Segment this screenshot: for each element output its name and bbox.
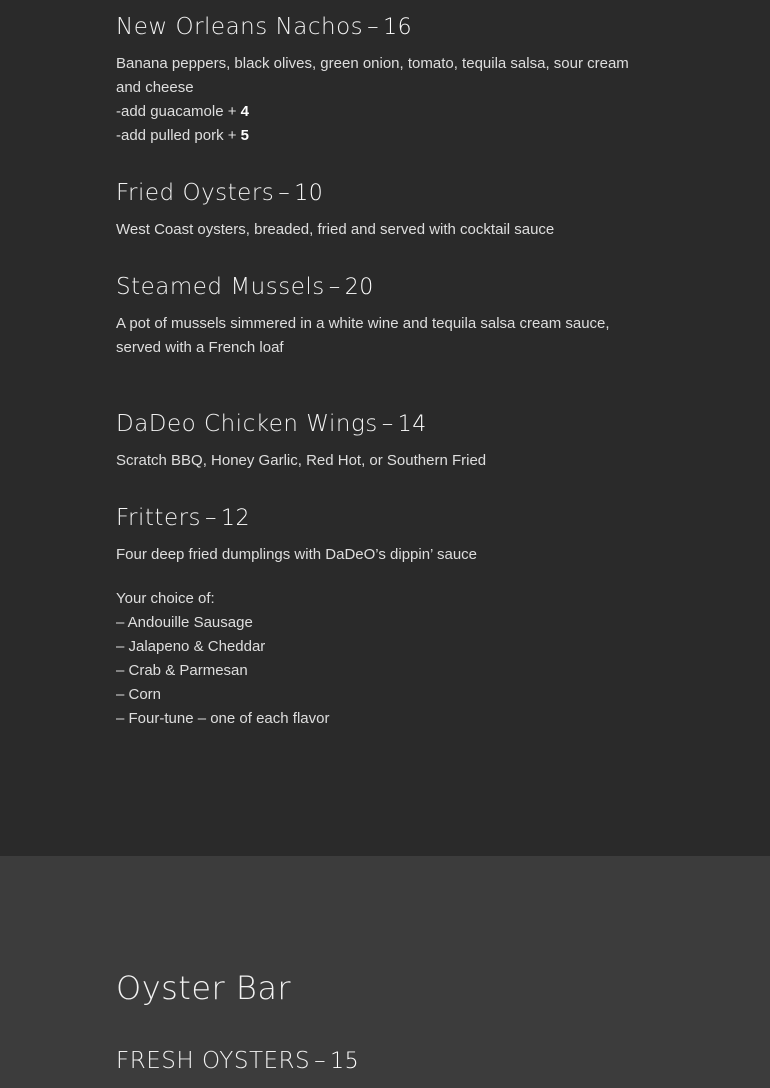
item-price: 16 [383,15,413,40]
oyster-bar-header [116,968,646,1008]
item-name: Steamed Mussels [116,274,325,300]
choice-item: – Four-tune – one of each flavor [116,710,330,727]
item-name: FRESH OYSTERS [116,1048,311,1074]
section-title: Oyster Bar [116,969,292,1007]
item-description: A pot of mussels simmered in a white wine and tequila salsa cream sauce, served with a French loaf [116,315,610,356]
addon-guacamole [116,100,646,124]
item-name: New Orleans Nachos [116,14,364,40]
item-title [116,272,646,303]
item-price: 15 [330,1049,360,1074]
item-separator: – [328,274,341,300]
item-separator: – [367,14,380,40]
item-description: West Coast oysters, breaded, fried and served with cocktail sauce [116,221,555,238]
item-title [116,409,646,440]
item-price: 14 [397,412,427,437]
menu-item-fritters [116,503,646,731]
menu-item-fresh-oysters [116,1046,646,1077]
item-name: DaDeo Chicken Wings [116,411,378,437]
item-name: Fritters [116,505,202,531]
item-description: Scratch BBQ, Honey Garlic, Red Hot, or Southern Fried [116,452,487,469]
item-separator: – [278,180,291,206]
menu-item-chicken-wings [116,409,646,473]
item-price: 20 [344,275,374,300]
menu-item-fried-oysters [116,178,646,242]
addon-price: 5 [240,127,250,144]
item-description: Banana peppers, black olives, green onion, tomato, tequila salsa, sour cream and cheese [116,55,629,96]
menu-item-nachos [116,12,646,148]
menu-item-steamed-mussels [116,272,646,360]
item-title [116,1046,646,1077]
addon-pulled-pork [116,124,646,148]
addon-label: -add pulled pork + [116,127,241,144]
choice-item: – Andouille Sausage [116,614,253,631]
item-title [116,178,646,209]
item-separator: – [381,411,394,437]
addon-price: 4 [240,103,250,120]
choice-heading: Your choice of: [116,590,215,607]
item-description: Four deep fried dumplings with DaDeO’s dippin’ sauce [116,546,478,563]
item-price: 10 [294,181,324,206]
choice-item: – Jalapeno & Cheddar [116,638,266,655]
choice-item: – Crab & Parmesan [116,662,248,679]
item-separator: – [314,1048,327,1074]
item-title [116,12,646,43]
addon-label: -add guacamole + [116,103,241,120]
item-title [116,503,646,534]
item-price: 12 [221,506,251,531]
choice-item: – Corn [116,686,162,703]
item-name: Fried Oysters [116,180,275,206]
item-separator: – [205,505,218,531]
